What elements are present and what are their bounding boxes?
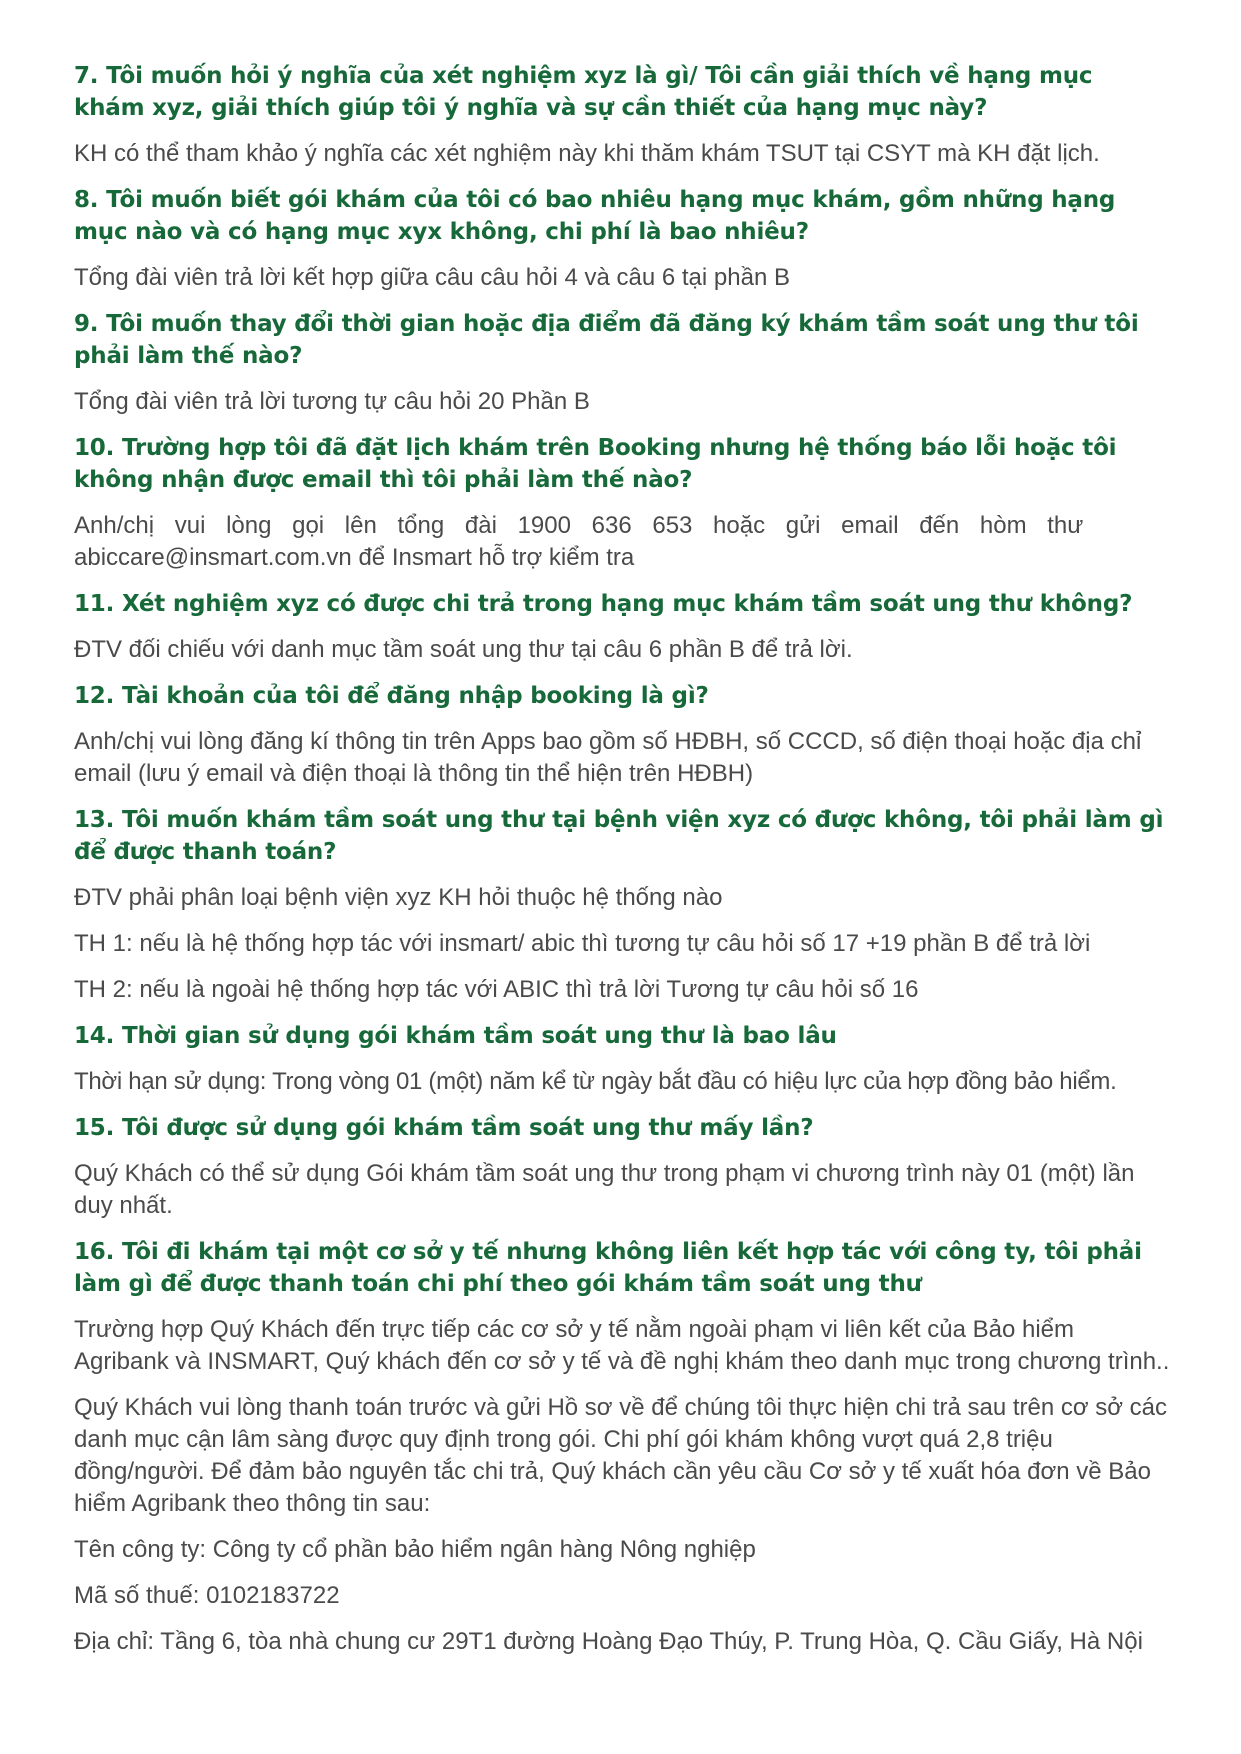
faq-answer-10-text-1: Anh/chị vui lòng gọi lên tổng đài 1900 636 653 hoặc gửi email đến hòm thư (74, 512, 1084, 539)
faq-answer-16-d: Mã số thuế: 0102183722 (74, 1582, 340, 1609)
faq-answer-11: ĐTV đối chiếu với danh mục tầm soát ung thư tại câu 6 phần B để trả lời. (74, 636, 853, 663)
faq-question-11: 11. Xét nghiệm xyz có được chi trả trong hạng mục khám tầm soát ung thư không? (74, 591, 1133, 617)
faq-question-12: 12. Tài khoản của tôi để đăng nhập booking là gì? (74, 683, 709, 709)
faq-answer-10-line-1 (74, 510, 1170, 542)
faq-answer-9: Tổng đài viên trả lời tương tự câu hỏi 20 Phần B (74, 388, 590, 415)
faq-answer-15: Quý Khách có thể sử dụng Gói khám tầm soát ung thư trong phạm vi chương trình này 01 (một) lần duy nhất. (74, 1160, 1135, 1219)
faq-document (74, 60, 1170, 1672)
faq-question-10: 10. Trường hợp tôi đã đặt lịch khám trên Booking nhưng hệ thống báo lỗi hoặc tôi không nhận được email thì tôi phải làm thế nào? (74, 435, 1117, 493)
faq-answer-13-a: ĐTV phải phân loại bệnh viện xyz KH hỏi thuộc hệ thống nào (74, 884, 723, 911)
faq-question-16: 16. Tôi đi khám tại một cơ sở y tế nhưng không liên kết hợp tác với công ty, tôi phải làm gì để được thanh toán chi phí theo gói khám tầm soát ung thư (74, 1239, 1142, 1297)
faq-answer-12: Anh/chị vui lòng đăng kí thông tin trên Apps bao gồm số HĐBH, số CCCD, số điện thoại hoặc địa chỉ email (lưu ý email và điện thoại là thông tin thể hiện trên HĐBH) (74, 728, 1142, 787)
faq-answer-16-c: Tên công ty: Công ty cổ phần bảo hiểm ngân hàng Nông nghiệp (74, 1536, 756, 1563)
faq-answer-8: Tổng đài viên trả lời kết hợp giữa câu câu hỏi 4 và câu 6 tại phần B (74, 264, 790, 291)
faq-answer-10 (74, 510, 1170, 574)
faq-answer-14: Thời hạn sử dụng: Trong vòng 01 (một) năm kể từ ngày bắt đầu có hiệu lực của hợp đồng bảo hiểm. (74, 1068, 1117, 1095)
faq-answer-13-b: TH 1: nếu là hệ thống hợp tác với insmart/ abic thì tương tự câu hỏi số 17 +19 phần B để trả lời (74, 930, 1091, 957)
faq-answer-10-line-2: abiccare@insmart.com.vn để Insmart hỗ trợ kiểm tra (74, 544, 635, 571)
faq-answer-16-b: Quý Khách vui lòng thanh toán trước và gửi Hồ sơ về để chúng tôi thực hiện chi trả sau trên cơ sở các danh mục cận lâm sàng được quy định trong gói. Chi phí gói khám không vượt quá 2,8 triệu đồng/người. Để đảm bảo nguyên tắc chi trả, Quý khách cần yêu cầu Cơ sở y tế xuất hóa đơn về Bảo hiểm Agribank theo thông tin sau: (74, 1394, 1168, 1517)
faq-question-15: 15. Tôi được sử dụng gói khám tầm soát ung thư mấy lần? (74, 1115, 814, 1141)
faq-question-13: 13. Tôi muốn khám tầm soát ung thư tại bệnh viện xyz có được không, tôi phải làm gì để được thanh toán? (74, 807, 1164, 865)
faq-question-9: 9. Tôi muốn thay đổi thời gian hoặc địa điểm đã đăng ký khám tầm soát ung thư tôi phải làm thế nào? (74, 311, 1139, 369)
faq-answer-13-c: TH 2: nếu là ngoài hệ thống hợp tác với ABIC thì trả lời Tương tự câu hỏi số 16 (74, 976, 919, 1003)
faq-answer-7: KH có thể tham khảo ý nghĩa các xét nghiệm này khi thăm khám TSUT tại CSYT mà KH đặt lịch. (74, 140, 1100, 167)
faq-answer-16-e: Địa chỉ: Tầng 6, tòa nhà chung cư 29T1 đường Hoàng Đạo Thúy, P. Trung Hòa, Q. Cầu Giấy, Hà Nội (74, 1628, 1143, 1655)
faq-answer-16-a: Trường hợp Quý Khách đến trực tiếp các cơ sở y tế nằm ngoài phạm vi liên kết của Bảo hiểm Agribank và INSMART, Quý khách đến cơ sở y tế và đề nghị khám theo danh mục trong chương trình.. (74, 1316, 1170, 1375)
faq-question-8: 8. Tôi muốn biết gói khám của tôi có bao nhiêu hạng mục khám, gồm những hạng mục nào và có hạng mục xyx không, chi phí là bao nhiêu? (74, 187, 1116, 245)
faq-question-14: 14. Thời gian sử dụng gói khám tầm soát ung thư là bao lâu (74, 1023, 837, 1049)
faq-question-7: 7. Tôi muốn hỏi ý nghĩa của xét nghiệm xyz là gì/ Tôi cần giải thích về hạng mục khám xyz, giải thích giúp tôi ý nghĩa và sự cần thiết của hạng mục này? (74, 63, 1093, 121)
